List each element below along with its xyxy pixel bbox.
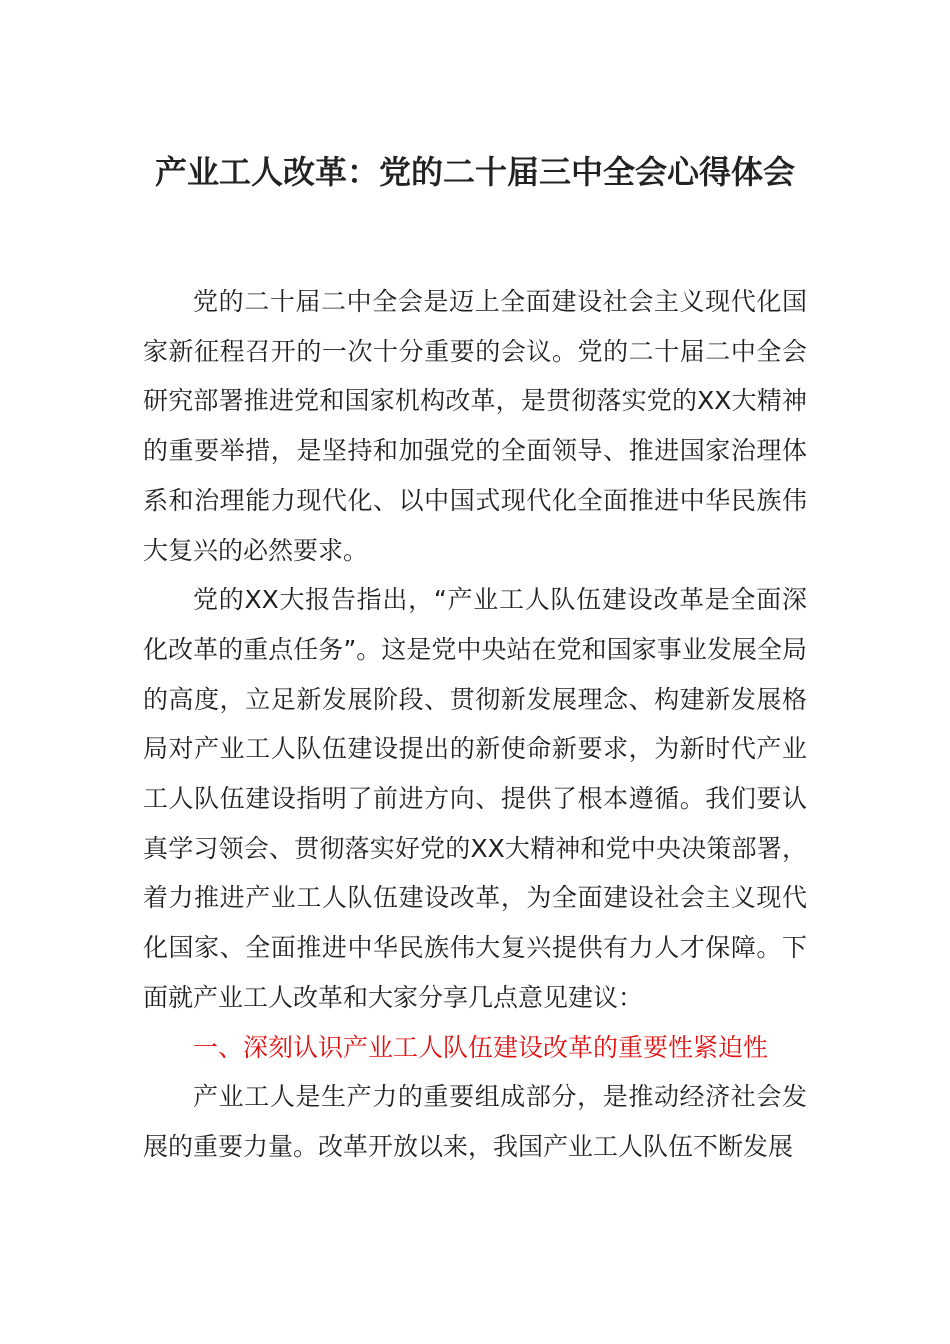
section-paragraph: 产业工人是生产力的重要组成部分，是推动经济社会发展的重要力量。改革开放以来，我国产业工人队伍不断发展 xyxy=(143,1082,807,1161)
section-heading: 一、深刻认识产业工人队伍建设改革的重要性紧迫性 xyxy=(193,1032,769,1062)
body-paragraph: 党的XX大报告指出，“产业工人队伍建设改革是全面深化改革的重点任务”。这是党中央站在党和国家事业发展全局的高度，立足新发展阶段、贯彻新发展理念、构建新发展格局对产业工人队伍建设提出的新使命新要求，为新时代产业工人队伍建设指明了前进方向、提供了根本遵循。我们要认真学习领会、贯彻落实好党的XX大精神和党中央决策部署，着力推进产业工人队伍建设改革，为全面建设社会主义现代化国家、全面推进中华民族伟大复兴提供有力人才保障。下面就产业工人改革和大家分享几点意见建议： xyxy=(143,585,807,1012)
document-body xyxy=(143,277,807,1172)
body-paragraph: 党的二十届二中全会是迈上全面建设社会主义现代化国家新征程召开的一次十分重要的会议。党的二十届二中全会研究部署推进党和国家机构改革，是贯彻落实党的XX大精神的重要举措，是坚持和加强党的全面领导、推进国家治理体系和治理能力现代化、以中国式现代化全面推进中华民族伟大复兴的必然要求。 xyxy=(143,287,807,565)
document-title: 产业工人改革：党的二十届三中全会心得体会 xyxy=(154,153,795,191)
